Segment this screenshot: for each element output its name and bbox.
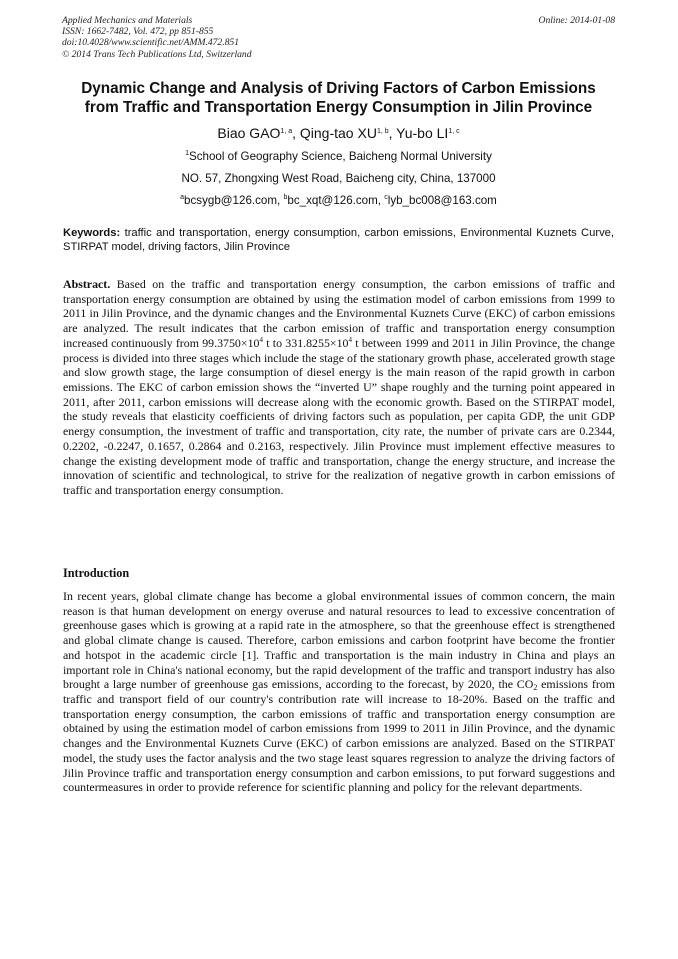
author-separator: ,: [292, 125, 300, 141]
affiliation-address: NO. 57, Zhongxing West Road, Baicheng city, China, 137000: [181, 172, 496, 185]
keywords-section: [63, 226, 614, 255]
online-date: Online: 2014-01-08: [538, 15, 615, 26]
author-name: Biao GAO: [217, 125, 281, 141]
introduction-paragraph: In recent years, global climate change has become a global environmental issues of common concern, the main reason is that human development on energy overuse and natural resources to lead to excessive concentration of greenhouse gases which is growing at a rapid rate in the atmosphere, so that the greenhouse effect is strengthened and global climate change is caused. Therefore, carbon emissions and carbon footprint have become the frontier and hotspot in the academic circle [1]. Traffic and transportation is the main industry in China and plays an important role in China's national economy, but the rapid development of the traffic and transport industry has also brought a large number of greenhouse gas emissions, according to the forecast, by 2020, the $CO_2$ emissions from traffic and transport field of our country's contribution rate will increase to 18-20%. Based on the traffic and transportation energy consumption, the carbon emissions of traffic and transportation energy consumption are obtained by using the estimation model of carbon emissions from 1999 to 2011 in Jilin Province, and the dynamic changes and the Environmental Kuznets Curve (EKC) of carbon emissions are analyzed. Based on the STIRPAT model, the study uses the factor analysis and the two stage least squares regression to analyze the driving factors of Jilin Province traffic and transportation energy consumption and carbon emissions, to put forward suggestions and countermeasures in order to provide reference for scientific planning and policy for the relevant departments.: [63, 589, 616, 795]
keywords-text: traffic and transportation, energy consumption, carbon emissions, Environmental Kuznets Curve, STIRPAT model, driving factors, Jilin Province: [63, 227, 615, 254]
keywords-label: Keywords:: [63, 227, 121, 239]
journal-header: [62, 15, 615, 60]
title-line-1: Dynamic Change and Analysis of Driving Factors of Carbon Emissions: [81, 80, 596, 97]
journal-name: Applied Mechanics and Materials: [62, 15, 193, 26]
email-list: $^a$bcsygb@126.com, $^b$bc_xqt@126.com, $^c$lyb_bc008@163.com: [180, 194, 497, 207]
author-separator: ,: [388, 125, 397, 141]
journal-copyright: © 2014 Trans Tech Publications Ltd, Switzerland: [62, 48, 252, 60]
author-list: [62, 124, 615, 142]
affiliation-school: $^1$School of Geography Science, Baicheng Normal University: [185, 150, 492, 163]
author-affiliation-mark: 1, b: [376, 128, 389, 135]
journal-doi: doi:10.4028/www.scientific.net/AMM.472.851: [62, 37, 240, 49]
abstract-section: Abstract. Based on the traffic and transportation energy consumption, the carbon emissions of traffic and transportation energy consumption are obtained by using the estimation model of carbon emissions from 1999 to 2011 in Jilin Province, and the dynamic changes and the Environmental Kuznets Curve (EKC) of carbon emissions are analyzed. The result indicates that the carbon emission of traffic and transportation energy consumption increased continuously from $99.3750\times 10^4$ t to $331.8255\times 10^4$ t between 1999 and 2011 in Jilin Province, the change process is divided into three stages which include the stage of the stationary growth phase, accelerated growth stage and slow growth stage, the large consumption of diesel energy is the main reason of the rapid growth in carbon emissions. The EKC of carbon emission shows the “inverted U” shape roughly and the turning point appeared in 2011, after 2011, carbon emissions will decrease along with the economic growth. Based on the STIRPAT model, the study reveals that elasticity coefficients of driving factors such as population, per capita GDP, the unit GDP energy consumption, the investment of traffic and transportation, city rate, the number of private cars are 0.2344, 0.2202, -0.2247, 0.1657, 0.2864 and 0.2163, respectively. Jilin Province must implement effective measures to change the existing development mode of traffic and transportation, change the energy structure, and increase the innovation of scientific and technological, to strive for the realization of negative growth in carbon emissions of traffic and transportation energy consumption.: [63, 277, 615, 498]
affiliation-mark: 1: [185, 150, 189, 157]
author-name: Yu-bo LI: [396, 125, 449, 141]
abstract-label: Abstract.: [63, 277, 111, 291]
paper-title: [62, 79, 615, 117]
author-email[interactable]: bc_xqt@126.com: [287, 194, 378, 207]
title-line-2: from Traffic and Transportation Energy Consumption in Jilin Province: [84, 99, 593, 116]
author-email[interactable]: bcsygb@126.com: [184, 194, 278, 207]
author-affiliation-mark: 1, c: [448, 128, 460, 135]
author-email[interactable]: lyb_bc008@163.com: [387, 194, 497, 207]
journal-issn: ISSN: 1662-7482, Vol. 472, pp 851-855: [62, 26, 214, 38]
author-name: Qing-tao XU: [299, 125, 377, 141]
author-affiliation-mark: 1, a: [280, 128, 293, 135]
introduction-heading: Introduction: [63, 566, 130, 580]
